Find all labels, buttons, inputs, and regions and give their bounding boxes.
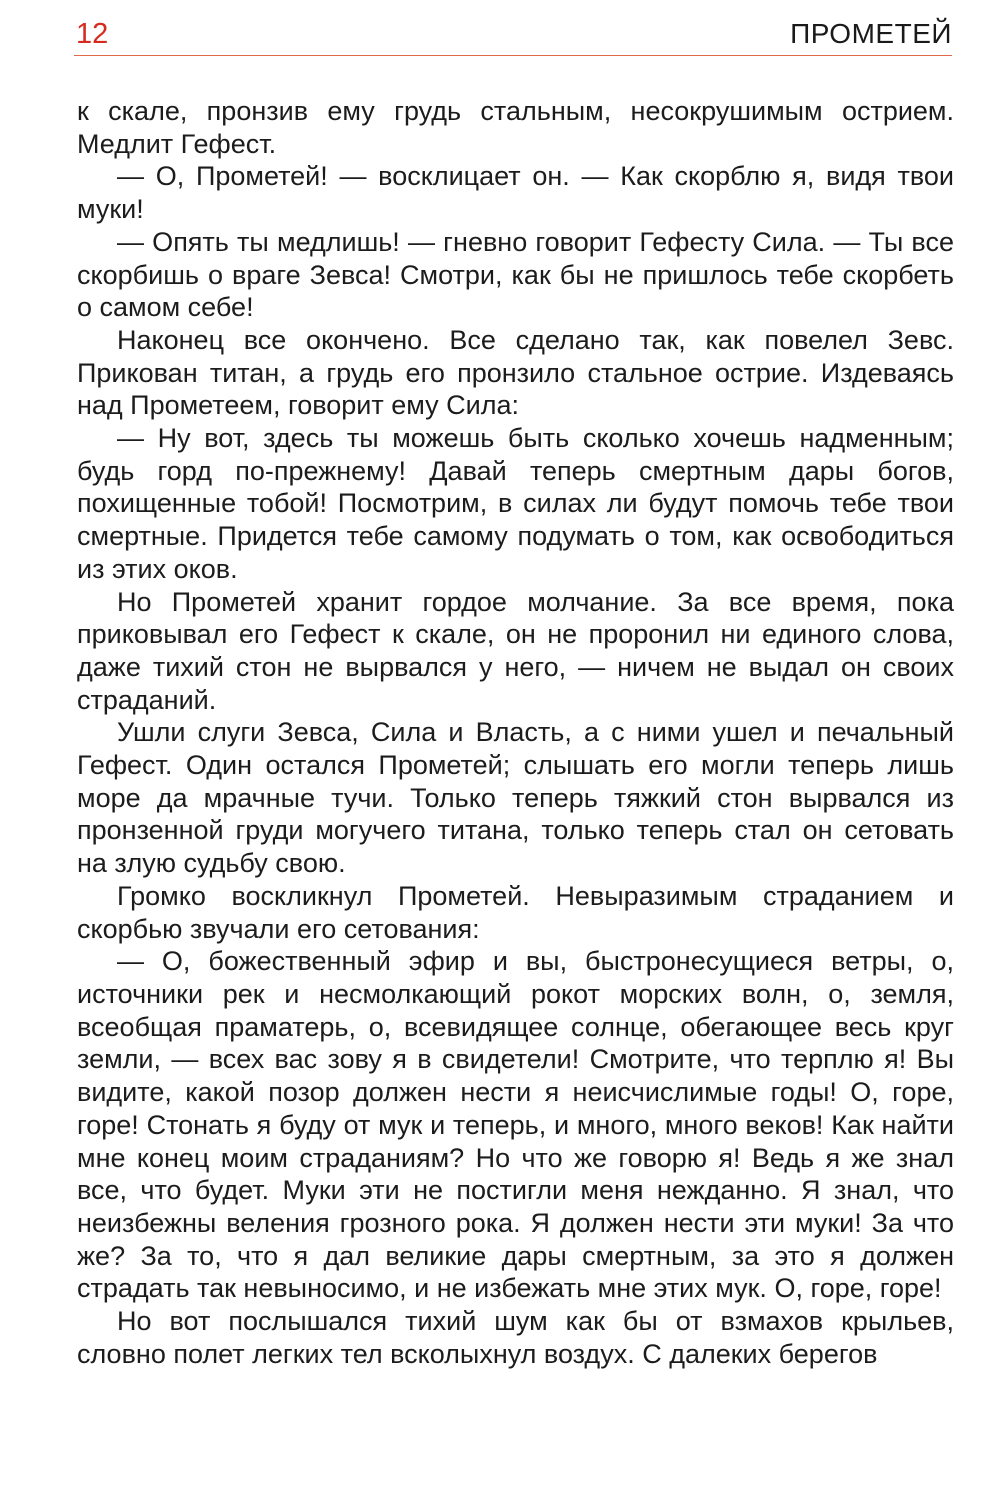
paragraph: — О, Прометей! — восклицает он. — Как скорблю я, видя твои муки! — [77, 161, 954, 225]
page-number: 12 — [76, 18, 109, 50]
paragraph: Но Прометей хранит гордое молчание. За все время, пока приковывал его Гефест к скале, он не проронил ни единого слова, даже тихий стон не вырвался у него, — ничем не выдал он своих страданий. — [77, 586, 954, 715]
header-divider — [74, 55, 952, 56]
paragraph: Наконец все окончено. Все сделано так, как повелел Зевс. Прикован титан, а грудь его пронзило стальное острие. Издеваясь над Прометеем, говорит ему Сила: — [77, 324, 954, 421]
paragraph: — О, божественный эфир и вы, быстронесущиеся ветры, о, источники рек и несмолкающий рокот морских волн, о, земля, всеобщая праматерь, о, всевидящее солнце, обегающее весь круг земли, — всех вас зову я в свидетели! Смотрите, что терплю я! Вы видите, какой позор должен нести я неисчислимые годы! О, горе, горе! Стонать я буду от мук и теперь, и много, много веков! Как найти мне конец моим страданиям? Но что же говорю я! Ведь я же знал все, что будет. Муки эти не постигли меня нежданно. Я знал, что неизбежны веления грозного рока. Я должен нести эти муки! За что же? За то, что я дал великие дары смертным, за это я должен страдать так невыносимо, и не избежать мне этих мук. О, горе, горе! — [77, 946, 954, 1304]
paragraph: — Ну вот, здесь ты можешь быть сколько хочешь надменным; будь горд по-прежнему! Давай теперь смертным дары богов, похищенные тобой! Посмотрим, в силах ли будут помочь тебе твои смертные. Придется тебе самому подумать о том, как освободиться из этих оков. — [77, 423, 954, 584]
body-text — [77, 95, 954, 1370]
paragraph: Ушли слуги Зевса, Сила и Власть, а с ними ушел и печальный Гефест. Один остался Прометей; слышать его могли теперь лишь море да мрачные тучи. Только теперь тяжкий стон вырвался из пронзенной груди могучего титана, только теперь стал он сетовать на злую судьбу свою. — [77, 717, 954, 879]
page-header — [76, 14, 952, 54]
paragraph: к скале, пронзив ему грудь стальным, несокрушимым острием. Медлит Гефест. — [77, 96, 954, 159]
running-title: ПРОМЕТЕЙ — [790, 18, 952, 49]
paragraph: — Опять ты медлишь! — гневно говорит Гефесту Сила. — Ты все скорбишь о враге Зевса! Смотри, как бы не пришлось тебе скорбеть о самом себе! — [77, 226, 954, 323]
paragraph: Громко воскликнул Прометей. Невыразимым страданием и скорбью звучали его сетования: — [77, 880, 954, 944]
paragraph: Но вот послышался тихий шум как бы от взмахов крыльев, словно полет легких тел всколыхнул воздух. С далеких берегов — [77, 1306, 954, 1369]
